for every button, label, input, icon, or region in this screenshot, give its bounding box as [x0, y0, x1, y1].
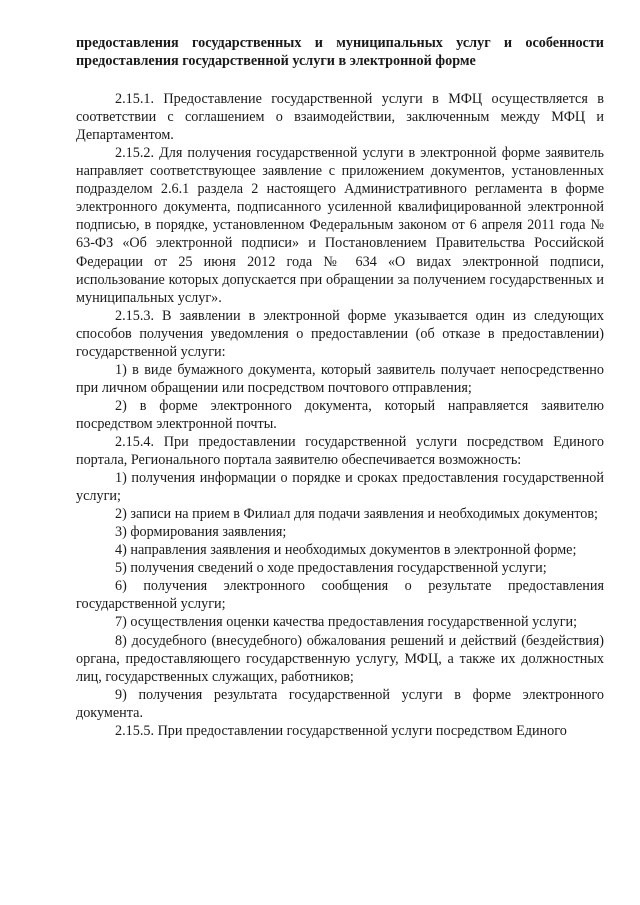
paragraph-2-15-3: 2.15.3. В заявлении в электронной форме указывается один из следующих способов получения уведомления о предоставлении (об отказе в предоставлении) государственной услуги:	[76, 307, 604, 360]
list-item-2-15-3-2: 2) в форме электронного документа, который направляется заявителю посредством электронной почты.	[76, 397, 604, 432]
document-page	[76, 34, 604, 740]
list-item-2-15-4-4: 4) направления заявления и необходимых документов в электронной форме;	[115, 542, 577, 559]
paragraph-2-15-2: 2.15.2. Для получения государственной услуги в электронной форме заявитель направляет соответствующее заявление с приложением документов, установленных подразделом 2.6.1 раздела 2 настоящего Административного регламента в форме электронного документа, подписанного усиленной квалифицированной электронной подписью, в порядке, установленном Федеральным законом от 6 апреля 2011 года № 63-ФЗ «Об электронной подписи» и Постановлением Правительства Российской Федерации от 25 июня 2012 года № 634 «О видах электронной подписи, использование которых допускается при обращении за получением государственных и муниципальных услуг».	[76, 145, 604, 306]
list-item-2-15-4-7: 7) осуществления оценки качества предоставления государственной услуги;	[115, 614, 578, 631]
list-item-2-15-3-1: 1) в виде бумажного документа, который заявитель получает непосредственно при личном обращении или посредством почтового отправления;	[76, 361, 604, 396]
paragraph-2-15-1: 2.15.1. Предоставление государственной услуги в МФЦ осуществляется в соответствии с соглашением о взаимодействии, заключенным между МФЦ и Департаментом.	[76, 91, 604, 144]
list-item-2-15-4-8: 8) досудебного (внесудебного) обжалования решений и действий (бездействия) органа, предоставляющего государственную услугу, МФЦ, а также их должностных лиц, государственных служащих, работников;	[76, 632, 604, 685]
paragraph-2-15-4: 2.15.4. При предоставлении государственной услуги посредством Единого портала, Регионального портала заявителю обеспечивается возможность:	[76, 433, 604, 469]
list-item-2-15-4-5: 5) получения сведений о ходе предоставления государственной услуги;	[115, 560, 547, 577]
list-item-2-15-4-2: 2) записи на прием в Филиал для подачи заявления и необходимых документов;	[115, 506, 598, 523]
section-heading: предоставления государственных и муниципальных услуг и особенности предоставления государственной услуги в электронной форме	[76, 35, 604, 70]
list-item-2-15-4-3: 3) формирования заявления;	[115, 524, 287, 541]
paragraph-2-15-5: 2.15.5. При предоставлении государственной услуги посредством Единого	[115, 722, 567, 739]
list-item-2-15-4-6: 6) получения электронного сообщения о результате предоставления государственной услуги;	[76, 578, 604, 613]
list-item-2-15-4-9: 9) получения результата государственной услуги в форме электронного документа.	[76, 686, 604, 721]
list-item-2-15-4-1: 1) получения информации о порядке и сроках предоставления государственной услуги;	[76, 470, 604, 505]
